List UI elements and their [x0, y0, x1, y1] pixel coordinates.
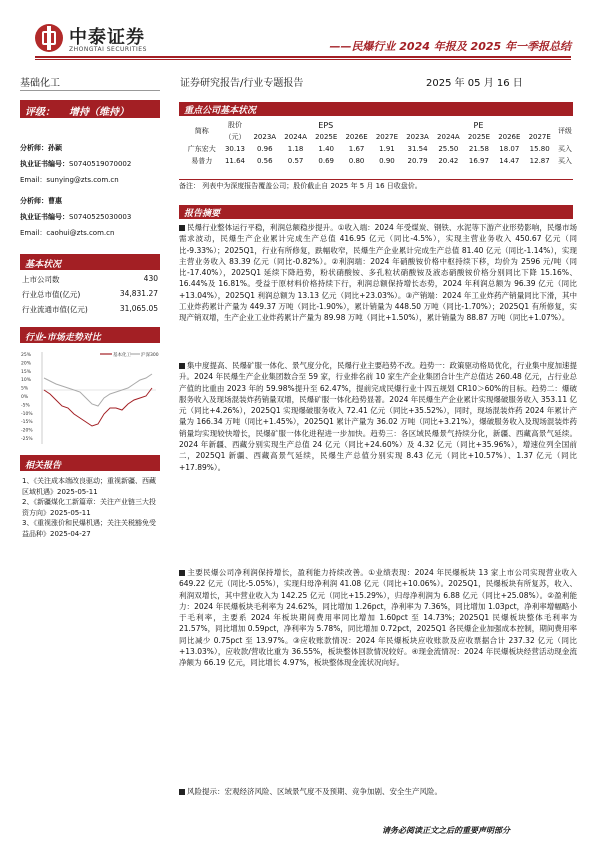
analyst-role: 分析师： [20, 197, 48, 205]
rating-value: 增持（维持） [69, 107, 129, 118]
basic-status-table [22, 274, 158, 315]
risk-warning [179, 786, 577, 797]
metric-value: 21.58 [468, 145, 489, 153]
col-price-unit: （元） [224, 133, 246, 141]
report-type: 证券研究报告/行业专题报告 [180, 78, 304, 89]
y-tick-label: -10% [21, 411, 33, 417]
analyst-name: 孙颖 [48, 144, 62, 152]
metric-value: 1.91 [379, 145, 395, 153]
trend-header: 行业-市场走势对比 [20, 327, 160, 343]
metric-value: 0.56 [256, 157, 273, 165]
logo-text-cn: 中泰证券 [69, 27, 145, 48]
metric-value: 18.07 [499, 145, 520, 153]
summary-text: 集中度提高、民爆矿服一体化、景气度分化，民爆行业主要趋势不改。趋势一：政策驱动格局优化，行业集中度加速提升。2024 年民爆生产企业集团数合至 59 家，行业排名前 10 家生产企业集团合计生产总值达 260.48 亿元，占行业总产值的比重由 2023 年的 59.98%提升至 62.47%，提前完成民爆行业十四五规划 CR10＞60%的目标。趋势二：爆破服务收入及现场混装炸药销量双增，民爆矿服一体化趋势显著。2024 年民爆生产企业累计实现爆破服务收入 353.11 亿元（同比+4.26%），2025Q1 实现爆破服务收入 72.41 亿元（同比+35.52%），同时，现场混装炸药 2024 年累计产量为 166.34 万吨（同比+1.45%），2025Q1 累计产量为 36.02 万吨（同比+3.21%），爆破服务收入及现场混装炸药销量均实现较快增长，民爆矿服一体化进程进一步加快。趋势三：各区域民爆景气持续分化，新疆、西藏高景气延续。2024 年新疆、西藏分别实现生产总值 24 亿元（同比+24.60%）及 4.32 亿元（同比+35.96%），增速位列全国前二，2025Q1 新疆、西藏高景气延续，民爆生产总值分别实现 8.43 亿元（同比+10.57%）、1.37 亿元（同比+17.89%）。 [179, 361, 577, 472]
rating-badge [20, 100, 160, 118]
header-divider [35, 56, 571, 58]
sector-line [44, 388, 152, 426]
year-header: 2025E [315, 133, 338, 141]
report-date: 2025 年 05 月 16 日 [426, 78, 523, 89]
analyst-role: 分析师： [20, 144, 48, 152]
sidebar-divider [20, 90, 160, 91]
y-tick-label: 10% [21, 378, 32, 384]
key-companies-table [183, 119, 575, 167]
year-header: 2026E [345, 133, 368, 141]
col-price-header: 股价 [227, 121, 242, 129]
metric-value: 1.18 [287, 145, 304, 153]
company-price: 11.64 [224, 157, 245, 165]
metric-value: 0.90 [379, 157, 395, 165]
metric-value: 25.50 [438, 145, 459, 153]
summary-text: 主要民爆公司净利润保持增长，盈利能力持续改善。①业绩表现：2024 年民爆板块 13 家上市公司实现营业收入 649.22 亿元（同比-5.05%），实现归母净利润 41.08 亿元（同比+10.06%）。2025Q1，民爆板块有所复苏，收入、利润双增长，其中营业收入为 142.25 亿元（同比+15.29%），归母净利润为 6.88 亿元（同比+25.08%）。②盈利能力：2024 年民爆板块毛利率为 24.62%，同比增加 1.26pct，净利率为 7.36%，同比增加 1.03pct，净利率增幅略小于毛利率，主要系 2024 年板块期间费用率同比增加 1.60pct 至 14.73%；2025Q1 民爆板块整体毛利率为 21.57%，同比增加 0.59pct，净利率为 5.78%，同比增加 0.72pct，2025Q1 各民爆企业加强成本控制，期间费用率同比减少 0.75pct 至 13.97%。③应收账款情况：2024 年民爆板块应收账款及应收票据合计 237.32 亿元（同比+13.03%），应收款/营收比重为 36.55%，板块整体回款情况较好。④现金流情况：2024 年民爆板块经营活动现金流净额为 66.19 亿元，同比增长 4.97%，板块整体现金流状况向好。 [179, 568, 577, 668]
summary-paragraph-1 [179, 222, 577, 324]
related-report-link[interactable]: 2、《新疆煤化工新篇章：关注产业链三大投资方向》2025-05-11 [22, 498, 156, 517]
analyst-block-2 [20, 196, 160, 238]
basic-value: 31,065.05 [119, 304, 158, 313]
table-row [183, 155, 575, 167]
related-report-link[interactable]: 3、《重视涨价和民爆机遇；关注关税豁免受益品种》2025-04-27 [22, 519, 156, 538]
year-header: 2027E [528, 133, 551, 141]
metric-value: 20.42 [438, 157, 459, 165]
y-tick-label: 25% [21, 353, 32, 358]
trend-chart-svg [20, 348, 160, 446]
company-rating: 买入 [557, 145, 572, 153]
basic-label: 行业总市值(亿元) [22, 290, 81, 299]
summary-header: 报告摘要 [179, 205, 573, 219]
summary-paragraph-2 [179, 360, 577, 473]
cert-label: 执业证书编号： [20, 213, 69, 221]
company-logo [35, 22, 165, 58]
col-pe-header: PE [473, 120, 484, 130]
year-header: 2027E [375, 133, 399, 141]
basic-value: 430 [143, 274, 158, 283]
year-header: 2024A [437, 133, 460, 141]
header-divider-thin [35, 59, 571, 60]
legend-label-sector: 基本化工 [113, 353, 131, 358]
email-label: Email： [20, 229, 47, 237]
metric-value: 14.47 [499, 157, 520, 165]
metric-value: 0.96 [256, 145, 273, 153]
y-tick-label: 5% [21, 386, 29, 392]
metric-value: 1.67 [348, 145, 365, 153]
basic-row [22, 304, 158, 315]
company-name: 广东宏大 [187, 145, 216, 153]
bullet-icon [179, 789, 185, 795]
table-note: 备注： 列表中为深度报告覆盖公司；股价截止自 2025 年 5 月 16 日收盘价。 [179, 179, 573, 191]
footer-disclaimer: 请务必阅读正文之后的重要声明部分 [382, 826, 510, 835]
col-rating-header: 评级 [557, 127, 572, 135]
trend-chart [20, 348, 160, 446]
key-companies-header: 重点公司基本状况 [179, 102, 573, 116]
basic-value: 34,831.27 [119, 289, 158, 298]
analyst-block-1 [20, 143, 160, 185]
related-reports-header: 相关报告 [20, 455, 160, 471]
col-name-header: 简称 [194, 127, 209, 135]
company-name: 易普力 [191, 157, 213, 165]
email-label: Email： [20, 176, 47, 184]
metric-value: 1.40 [318, 145, 334, 153]
y-tick-label: 20% [21, 361, 32, 367]
sector-label: 基础化工 [20, 78, 60, 89]
logo-emblem-icon [35, 24, 63, 52]
analyst-email[interactable]: caohui@zts.com.cn [46, 229, 115, 237]
year-header: 2025E [467, 133, 491, 141]
risk-text: 风险提示：宏观经济风险、区域景气度不及预期、竞争加剧、安全生产风险。 [187, 787, 442, 796]
company-rating: 买入 [557, 157, 572, 165]
y-tick-label: -15% [21, 420, 33, 426]
related-reports-list [22, 476, 158, 539]
year-header: 2026E [498, 133, 521, 141]
year-header: 2023A [406, 133, 429, 141]
basic-status-header: 基本状况 [20, 254, 160, 270]
col-eps-header: EPS [318, 120, 334, 130]
metric-value: 0.57 [287, 157, 304, 165]
y-tick-label: -20% [21, 428, 33, 434]
year-header: 2024A [284, 133, 307, 141]
analyst-email[interactable]: sunying@zts.com.cn [46, 176, 119, 184]
analyst-name: 曹惠 [48, 197, 62, 205]
year-header: 2023A [253, 133, 277, 141]
y-tick-label: 0% [21, 395, 29, 400]
cert-number: S0740519070002 [69, 160, 132, 168]
cert-label: 执业证书编号： [20, 160, 69, 168]
basic-label: 上市公司数 [22, 275, 60, 284]
y-tick-label: -5% [21, 403, 30, 409]
basic-row [22, 289, 158, 300]
company-price: 30.13 [224, 145, 245, 153]
cert-number: S0740525030003 [69, 213, 132, 221]
bullet-icon [179, 225, 185, 231]
metric-value: 31.54 [407, 145, 428, 153]
metric-value: 16.97 [468, 157, 489, 165]
metric-value: 0.80 [348, 157, 365, 165]
basic-row [22, 274, 158, 285]
y-tick-label: -25% [21, 437, 33, 442]
metric-value: 15.80 [529, 145, 550, 153]
metric-value: 0.69 [318, 157, 334, 165]
table-row [183, 143, 575, 155]
metric-value: 12.87 [529, 157, 550, 165]
report-title: ——民爆行业 2024 年报及 2025 年一季报总结 [329, 40, 571, 53]
basic-label: 行业流通市值(亿元) [22, 305, 88, 314]
logo-text-en: ZHONGTAI SECURITIES [69, 46, 147, 53]
summary-text: 民爆行业整体运行平稳，利润总额稳步提升。①收入端：2024 年受煤炭、钢铁、水泥等下游产业形势影响，民爆市场需求波动，民爆生产企业累计完成生产总值 416.95 亿元（同比-4.5%），实现主营业务收入 450.67 亿元（同比-9.33%）；2025Q1，行业有所修复，跌幅收窄，民爆生产企业累计完成生产总值 81.40 亿元（同比-1.14%），实现主营业务收入 83.39 亿元（同比-0.82%）。②利润端：2024 年硝酸铵价格中枢持续下移，均价为 2596 元/吨（同比-17.40%），2025Q1 延续下降趋势，粉状硝酸铵、多孔粒状硝酸铵及液态硝酸铵价格分别同比下降 15.16%、16.44%及 16.81%。受益于原材料价格持续下行，利润总额保持增长态势，2024 年利润总额为 96.39 亿元（同比+13.04%），2025Q1 利润总额为 13.13 亿元（同比+23.03%）。③产销端：2024 年工业炸药产销量同比下滑，其中工业炸药累计产量为 449.37 万吨（同比-1.90%），累计销量为 448.50 万吨（同比-1.70%）；2025Q1 有所修复，实现产销双增，生产企业工业炸药累计产量为 89.98 万吨（同比+1.50%），累计销量为 88.87 万吨（同比+1.07%）。 [179, 223, 577, 323]
rating-label: 评级： [25, 107, 55, 118]
bullet-icon [179, 570, 185, 576]
y-tick-label: 15% [21, 369, 32, 375]
legend-label-index: 沪深300 [141, 353, 159, 358]
related-report-link[interactable]: 1、《关注成本端改良驱动；重视新疆、西藏区域机遇》2025-05-11 [22, 477, 156, 496]
summary-paragraph-3 [179, 567, 577, 669]
metric-value: 20.79 [407, 157, 428, 165]
bullet-icon [179, 363, 185, 369]
